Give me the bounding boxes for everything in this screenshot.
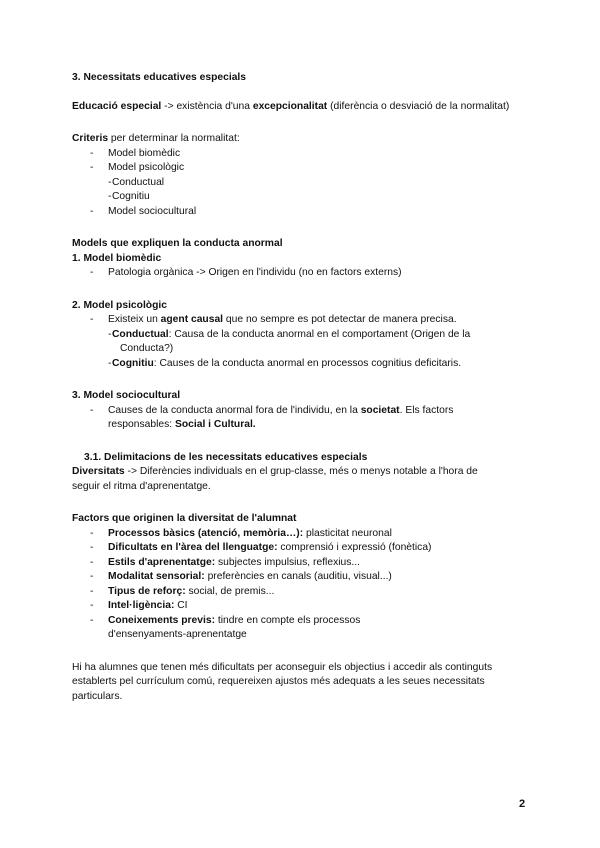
sub-item: - Conductual <box>108 176 165 188</box>
term: Criteris <box>72 133 109 144</box>
list-item: - Model biomèdic <box>72 147 532 162</box>
sub-item: - Conductual: Causa de la conducta anormal en el comportament (Origen de la <box>108 328 471 340</box>
document-page <box>72 71 532 704</box>
criteria-list <box>72 147 532 176</box>
models-heading: Models que expliquen la conducta anormal <box>72 238 283 249</box>
text: -> existència d'una <box>161 100 253 112</box>
factors-heading: Factors que originen la diversitat de l'alumnat <box>72 513 297 524</box>
criteria-paragraph <box>72 132 532 147</box>
list-item: - Estils d'aprenentatge: subjectes impulsius, reflexius... <box>72 556 532 571</box>
list-item: - Model psicològic <box>72 161 532 176</box>
list-item: - Coneixements previs: tindre en compte els processos d'ensenyaments-aprenentatge <box>72 614 532 643</box>
text: per determinar la normalitat: <box>108 133 240 144</box>
list-item: - Intel·ligència: CI <box>72 599 532 614</box>
list-item: - Tipus de reforç: social, de premis... <box>72 585 532 600</box>
section-title: 3. Necessitats educatives especials <box>72 72 247 83</box>
list-item: - Modalitat sensorial: preferències en canals (auditiu, visual...) <box>72 570 532 585</box>
model-1-title: 1. Model biomèdic <box>72 252 162 264</box>
list-item: - Patologia orgànica -> Origen en l'individu (no en factors externs) <box>72 266 532 281</box>
list-item: - Model sociocultural <box>72 205 532 220</box>
sub-item: - Cognitiu: Causes de la conducta anormal en processos cognitius deficitaris. <box>108 357 462 369</box>
model-2-title: 2. Model psicològic <box>72 299 167 311</box>
list-item: - Dificultats en l'àrea del llenguatge: comprensió i expressió (fonètica) <box>72 541 532 556</box>
term: Educació especial <box>72 100 162 112</box>
special-education-paragraph <box>72 100 532 115</box>
factors-list <box>72 527 532 643</box>
model-3-list <box>72 404 532 433</box>
subsection-title: 3.1. Delimitacions de les necessitats educatives especials <box>84 451 368 463</box>
model-1-list <box>72 266 532 281</box>
page-number: 2 <box>519 798 526 810</box>
list-item: - Causes de la conducta anormal fora de l'individu, en la societat. Els factors responsables: Social i Cultural. <box>72 404 532 433</box>
diversity-paragraph: Diversitats -> Diferències individuals en el grup-classe, més o menys notable a l'hora de seguir el ritma d'aprenentatge. <box>72 466 478 492</box>
text: (diferència o desviació de la normalitat) <box>327 100 510 112</box>
closing-paragraph: Hi ha alumnes que tenen més dificultats per aconseguir els objectius i accedir als continguts establerts pel currículum comú, requereixen ajustos més adequats a les seues necessitats particulars. <box>72 661 493 702</box>
criteria-list-cont <box>72 205 532 220</box>
term: excepcionalitat <box>252 100 328 112</box>
sub-item: - Cognitiu <box>108 191 150 202</box>
list-item: - Processos bàsics (atenció, memòria…): plasticitat neuronal <box>72 527 532 542</box>
list-item: - Existeix un agent causal que no sempre es pot detectar de manera precisa. <box>72 313 532 328</box>
model-2-list <box>72 313 532 328</box>
model-3-title: 3. Model sociocultural <box>72 390 181 401</box>
sub-item-cont: Conducta?) <box>120 343 174 354</box>
